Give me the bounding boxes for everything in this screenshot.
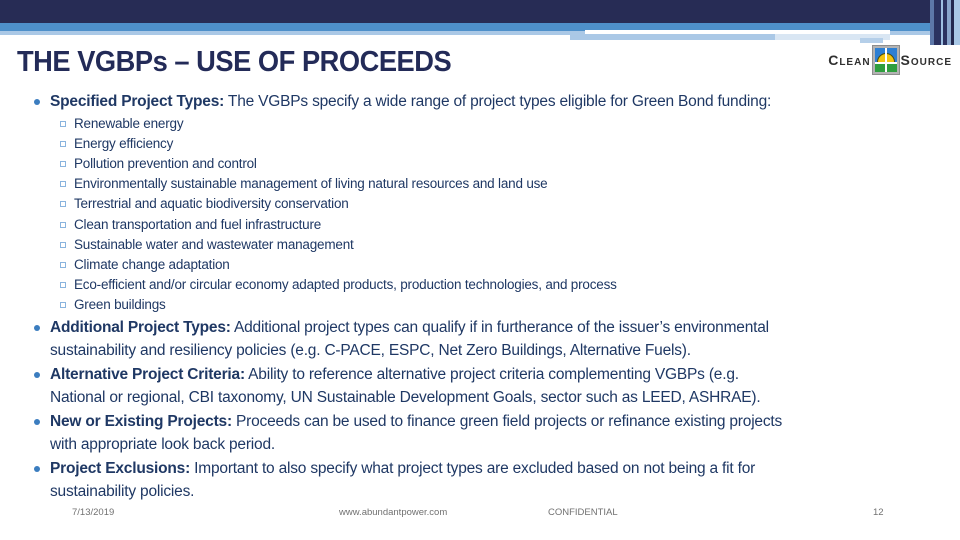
bullet-text: Eco-efficient and/or circular economy adapted products, production technologies, and process <box>74 277 617 293</box>
sub-bullet-item <box>33 194 933 214</box>
cleansource-logo <box>828 46 952 74</box>
bullet-item <box>33 410 933 457</box>
bullet-square-icon <box>60 262 66 268</box>
window-cross-horizontal <box>875 62 897 64</box>
logo-word-clean: Clean <box>828 52 871 68</box>
bullet-text: Climate change adaptation <box>74 256 230 272</box>
footer <box>0 507 960 523</box>
bullet-square-icon <box>60 242 66 248</box>
bullet-text: Renewable energy <box>74 115 184 131</box>
bullet-square-icon <box>60 161 66 167</box>
bullet-list <box>33 90 933 504</box>
corner-stripes-decoration <box>930 0 960 45</box>
bullet-text: Clean transportation and fuel infrastructure <box>74 216 322 232</box>
slide-title: THE VGBPs – USE OF PROCEEDS <box>17 46 452 78</box>
sub-bullet-item <box>33 134 933 154</box>
logo-word-source: Source <box>900 52 952 68</box>
bullet-square-icon <box>60 302 66 308</box>
bullet-square-icon <box>60 282 66 288</box>
footer-website: www.abundantpower.com <box>339 507 448 518</box>
footer-page-number: 12 <box>873 507 884 518</box>
bullet-text: Pollution prevention and control <box>74 155 257 171</box>
sub-bullet-item <box>33 235 933 255</box>
window-cross-vertical <box>885 48 887 72</box>
bullet-square-icon <box>60 141 66 147</box>
bullet-dot-icon <box>34 325 40 331</box>
footer-date: 7/13/2019 <box>72 507 115 518</box>
bullet-dot-icon <box>34 99 40 105</box>
bullet-square-icon <box>60 121 66 127</box>
header-lightblue-accent-bar <box>570 34 775 40</box>
sub-bullet-item <box>33 174 933 194</box>
bullet-text: Energy efficiency <box>74 135 174 151</box>
sub-bullet-item <box>33 255 933 275</box>
bullet-square-icon <box>60 201 66 207</box>
bullet-text: Environmentally sustainable management of living natural resources and land use <box>74 176 548 192</box>
sub-bullet-item <box>33 215 933 235</box>
bullet-text: Sustainable water and wastewater management <box>74 236 354 252</box>
bullet-text: Specified Project Types: The VGBPs specify a wide range of project types eligible for Green Bond funding: <box>50 93 772 110</box>
bullet-dot-icon <box>34 466 40 472</box>
sub-bullet-item <box>33 275 933 295</box>
sub-bullet-item <box>33 295 933 315</box>
footer-confidential: CONFIDENTIAL <box>548 507 618 518</box>
bullet-item <box>33 316 933 363</box>
header-small-accent-bar <box>860 38 883 43</box>
bullet-dot-icon <box>34 372 40 378</box>
bullet-square-icon <box>60 222 66 228</box>
bullet-text: Green buildings <box>74 297 166 313</box>
bullet-text: Additional Project Types: Additional project types can qualify if in furtherance of the issuer’s environmental sustainability and resiliency policies (e.g. C-PACE, ESPC, Net Zero Buildings, Alternative Fuels). <box>50 318 769 360</box>
bullet-text: Terrestrial and aquatic biodiversity conservation <box>74 196 349 212</box>
bullet-text: Alternative Project Criteria: Ability to reference alternative project criteria complementing VGBPs (e.g. National or regional, CBI taxonomy, UN Sustainable Development Goals, sector such as LEED, ASHRAE). <box>50 365 761 407</box>
sub-bullet-item <box>33 114 933 134</box>
bullet-item <box>33 363 933 410</box>
sub-bullet-item <box>33 154 933 174</box>
bullet-text: New or Existing Projects: Proceeds can be used to finance green field projects or refinance existing projects with appropriate look back period. <box>50 412 783 454</box>
bullet-square-icon <box>60 181 66 187</box>
header-navy-bar <box>0 0 960 23</box>
bullet-text: Project Exclusions: Important to also specify what project types are excluded based on not being a fit for sustainability policies. <box>50 459 756 501</box>
bullet-item <box>33 457 933 504</box>
bullet-dot-icon <box>34 419 40 425</box>
window-sunrise-icon <box>873 46 899 74</box>
bullet-item <box>33 90 933 114</box>
